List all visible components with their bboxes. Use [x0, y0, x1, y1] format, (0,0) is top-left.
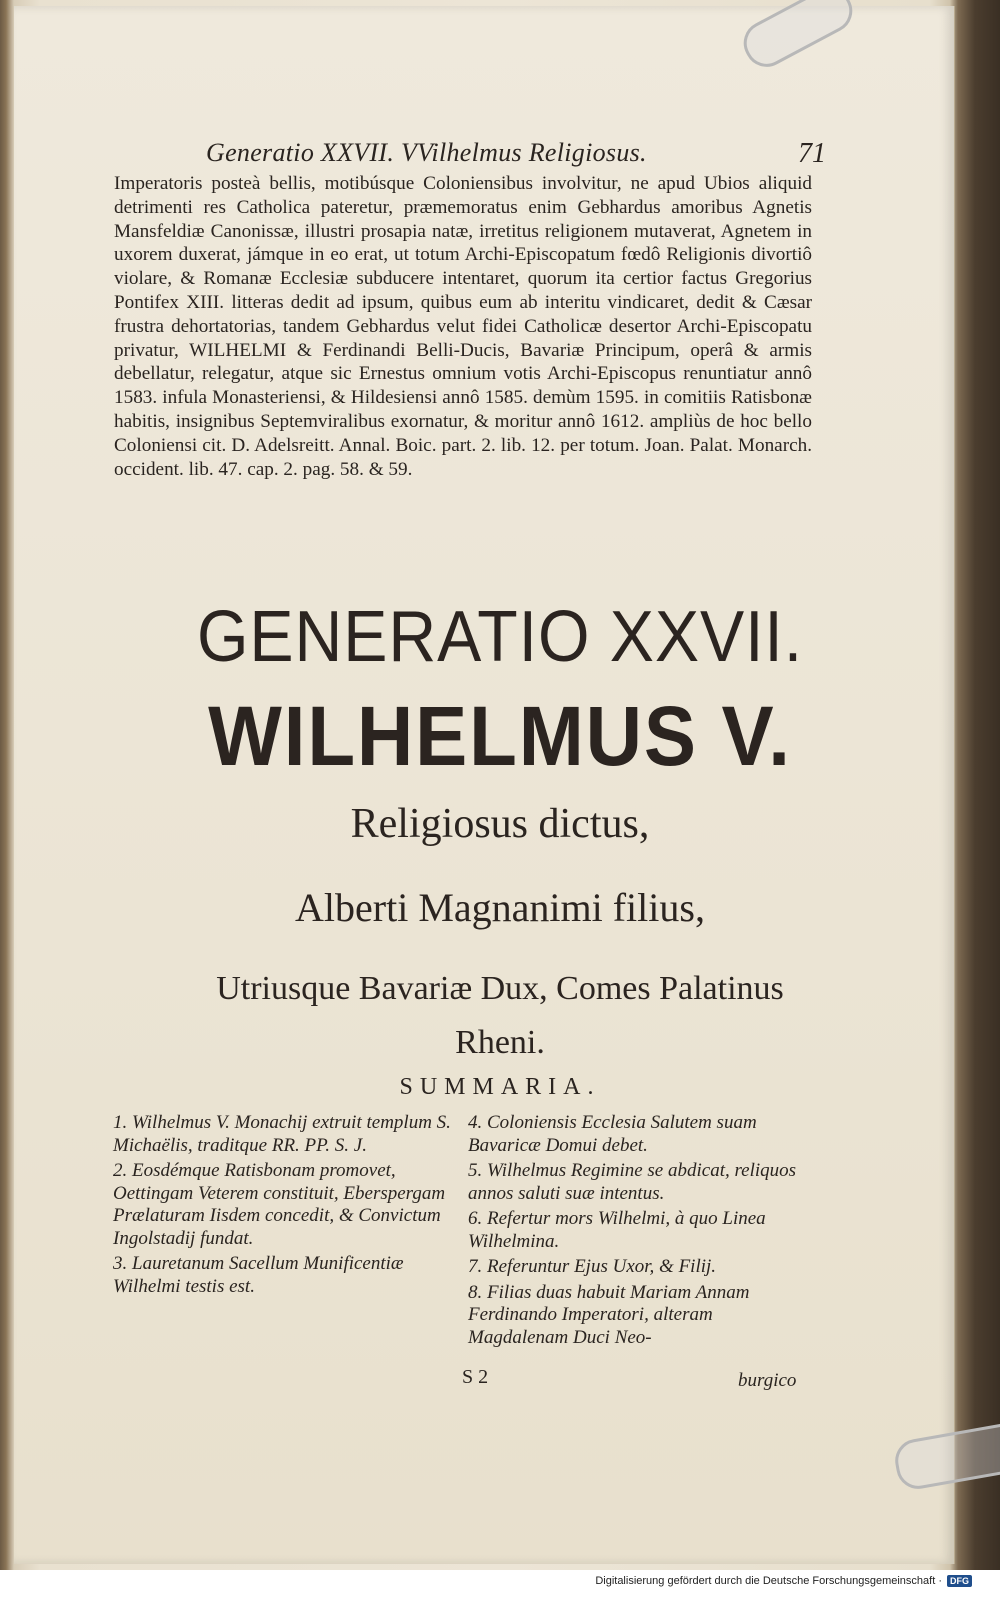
summary-item: 6. Refertur mors Wilhelmi, à quo Linea Wilhelmina.: [468, 1208, 766, 1252]
summary-item: 5. Wilhelmus Regimine se abdicat, reliquos annos saluti suæ intentus.: [468, 1160, 797, 1204]
ruler-parentage: Alberti Magnanimi filius,: [295, 885, 705, 930]
running-head: Generatio XXVII. VVilhelmus Religiosus.: [206, 138, 647, 167]
summary-item: 2. Eosdémque Ratisbonam promovet, Oettingam Veterem constituit, Eberspergam Prælaturam Iisdem concedit, & Convictum Ingolstadij fundat.: [113, 1160, 446, 1249]
signature-mark: S 2: [462, 1366, 489, 1388]
summary-item: 8. Filias duas habuit Mariam Annam Ferdinando Imperatori, alteram Magdalenam Duci Neo-: [468, 1281, 750, 1348]
summary-item: 4. Coloniensis Ecclesia Salutem suam Bavaricæ Domui debet.: [468, 1112, 757, 1156]
footer-text: Digitalisierung gefördert durch die Deutsche Forschungsgemeinschaft ·: [595, 1575, 942, 1587]
summary-item: 7. Referuntur Ejus Uxor, & Filij.: [468, 1256, 717, 1277]
dfg-logo: DFG: [947, 1575, 972, 1587]
catchword: burgico: [738, 1370, 797, 1391]
generation-title: GENERATIO XXVII.: [196, 597, 804, 677]
ruler-name: WILHELMUS V.: [208, 689, 792, 783]
summary-item: 1. Wilhelmus V. Monachij extruit templum S. Michaëlis, traditque RR. PP. S. J.: [113, 1112, 451, 1156]
summary-item: 3. Lauretanum Sacellum Munificentiæ Wilhelmi testis est.: [113, 1253, 404, 1297]
page-number: 71: [798, 138, 826, 169]
ruler-titles: Utriusque Bavariæ Dux, Comes Palatinus: [216, 970, 784, 1007]
page-header: [206, 138, 826, 174]
footer-credit: [595, 1575, 972, 1587]
ruler-epithet: Religiosus dictus,: [350, 801, 650, 847]
summaria-heading: SUMMARIA.: [399, 1074, 601, 1100]
summaria-left-column: [113, 1112, 453, 1301]
summaria-right-column: [468, 1112, 808, 1352]
ruler-titles-cont: Rheni.: [455, 1024, 545, 1061]
body-paragraph: Imperatoris posteà bellis, motibúsque Coloniensibus involvitur, ne apud Ubios aliquid detrimenti res Catholica pateretur, præmemoratus enim Gebhardus amoribus Agnetis Mansfeldiæ Canonissæ, illustri prosapia natæ, irretitus religionem mutaverat, Agnetem in uxorem duxerat, jámque in eo erat, ut totum Archi-Episcopatum fœdô Religionis divortiô violare, & Romanæ Ecclesiæ subducere intentaret, quorum ita certior factus Gregorius Pontifex XIII. litteras dedit ad ipsum, quibus eum ab interitu vindicaret, dedit & Cæsar frustra dehortatorias, tandem Gebhardus velut fidei Catholicæ desertor Archi-Episcopatu privatur, WILHELMI & Ferdinandi Belli-Ducis, Bavariæ Principum, operâ & armis debellatur, relegatur, atque sic Ernestus omnium votis Archi-Episcopus renuntiatur annô 1583. infula Monasteriensi, & Hildesiensi annô 1585. demùm 1595. in comitiis Ratisbonæ habitis, insignibus Septemviralibus exornatur, & moritur annô 1612. ampliùs de hoc bello Coloniensi cit. D. Adelsreitt. Annal. Boic. part. 2. lib. 12. per totum. Joan. Palat. Monarch. occident. lib. 47. cap. 2. pag. 58. & 59.: [114, 173, 812, 480]
